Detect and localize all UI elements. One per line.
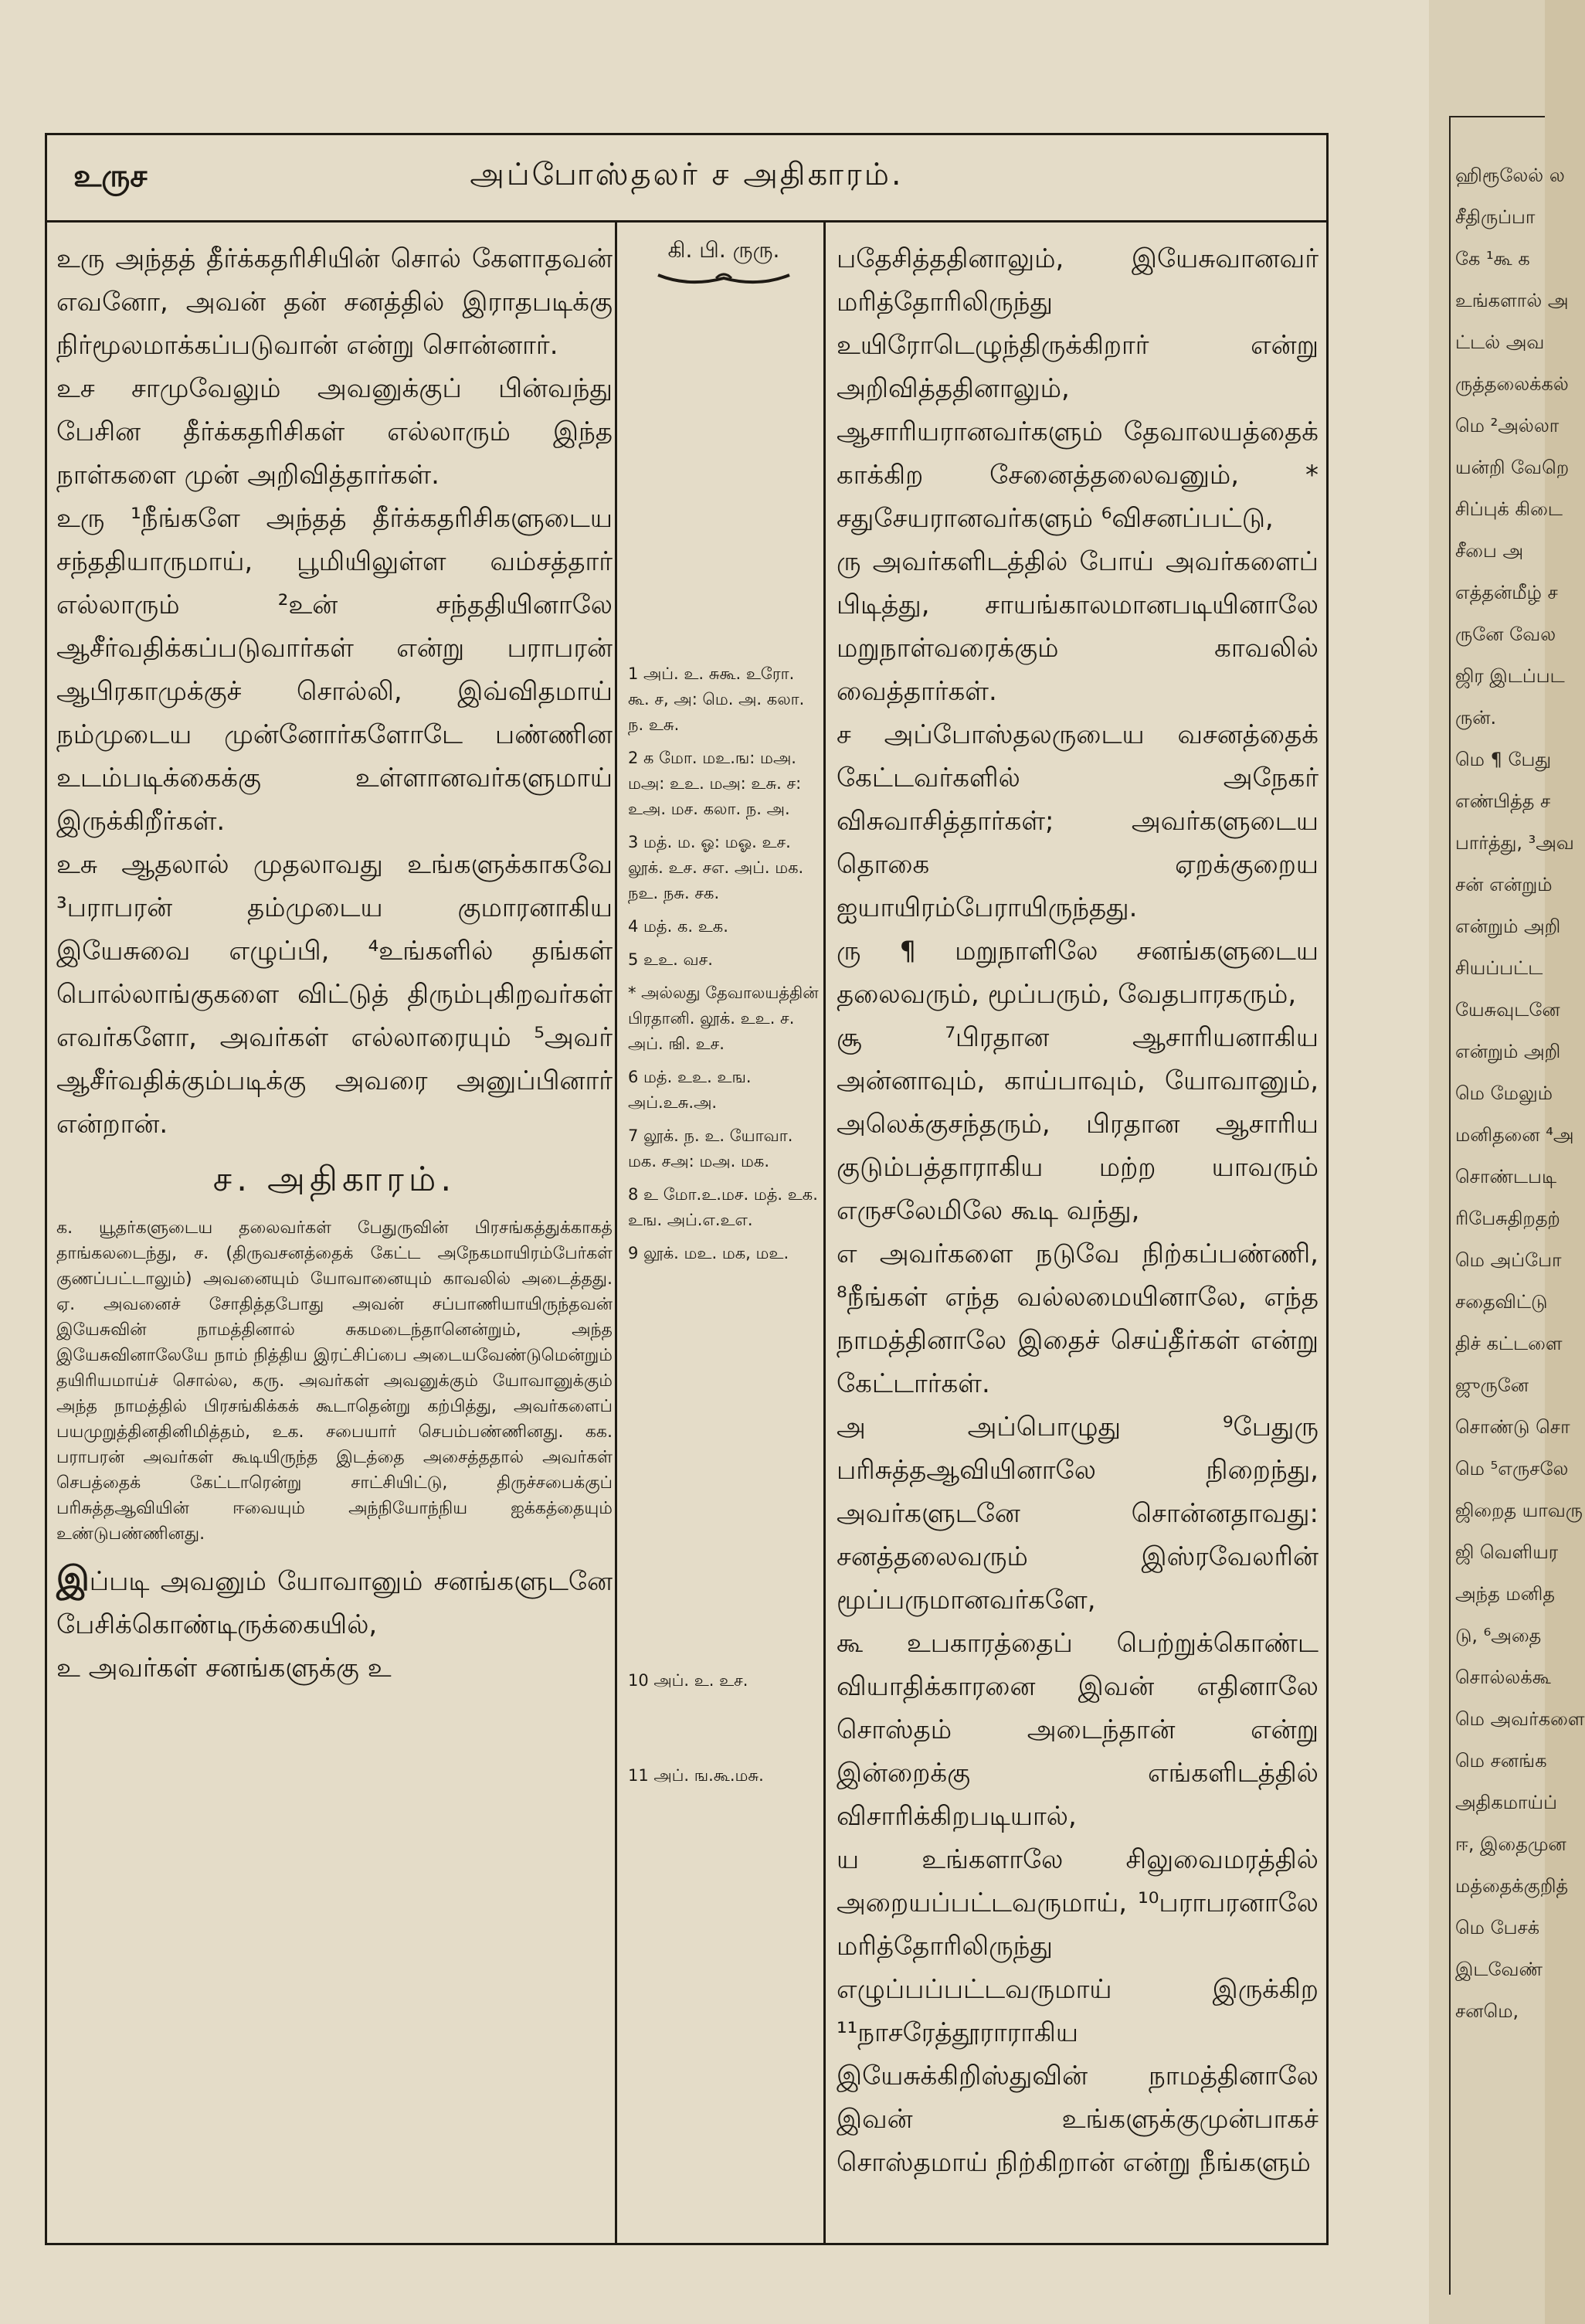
- drop-cap: இ: [56, 1559, 90, 1599]
- verse: எ அவர்களை நடுவே நிற்கப்பண்ணி, ⁸நீங்கள் எந்த வல்லமையினாலே, எந்த நாமத்தினாலே இதைச் செய்தீர்கள் என்று கேட்டார்கள்.: [837, 1238, 1319, 1399]
- verse: கூ உபகாரத்தைப் பெற்றுக்கொண்ட வியாதிக்காரனை இவன் எதினாலே சொஸ்தம் அடைந்தான் என்று இன்றைக்கு எங்களிடத்தில் விசாரிக்கிறபடியால்,: [837, 1628, 1319, 1832]
- cross-reference: 3 மத். ம. ஓ: மஓ. உச. லூக். உச. சஎ. அப். மக. நஉ. நசு. சக.: [628, 833, 804, 902]
- chapter-summary: க. யூதர்களுடைய தலைவர்கள் பேதுருவின் பிரசங்கத்துக்காகத் தாங்கலடைந்து, ச. (திருவசனத்தைக் கேட்ட அநேகமாயிரம்பேர்கள் குணப்பட்டாலும்) அவனையும் யோவானையும் காவலில் அடைத்தது. ஏ. அவனைச் சோதித்தபோது அவன் சப்பாணியாயிருந்தவன் இயேசுவின் நாமத்தினால் சுகமடைந்தானென்றும், அந்த இயேசுவினாலேயே நாம் நித்திய இரட்சிப்பை அடையவேண்டுமென்றும் தயிரியமாய்ச் சொல்ல, கரு. அவர்கள் அவனுக்கும் யோவானுக்கும் அந்த நாமத்தில் பிரசங்கிக்கக் கூடாதென்று கற்பித்து, அவர்களைப் பயமுறுத்தினதினிமித்தம், உக. சபையார் செபம்பண்ணினது. கக. பராபரன் அவர்கள் கூடியிருந்த இடத்தை அசைத்ததால் அவர்கள் செபத்தைக் கேட்டாரென்று சாட்சியிட்டு, திருச்சபைக்குப் பரிசுத்தஆவியின் ஈவையும் அந்நியோந்நிய ஐக்கத்தையும் உண்டுபண்ணினது.: [56, 1218, 613, 1544]
- cross-reference: 5 உஉ. வச.: [628, 950, 713, 969]
- column-rule-right: [823, 223, 826, 2243]
- cross-reference: 1 அப். உ. சுகூ. உரோ. கூ. ச, அ: மெ. அ. கலா. ந. உசு.: [628, 664, 805, 734]
- page-number: உருச: [73, 158, 148, 194]
- verse: ரு ¶ மறுநாளிலே சனங்களுடைய தலைவரும், மூப்பரும், வேதபாரகரும்,: [837, 936, 1319, 1010]
- adjacent-page-rule: [1449, 116, 1545, 117]
- ornament-icon: [654, 267, 793, 290]
- verse: அ அப்பொழுது ⁹பேதுரு பரிசுத்தஆவியினாலே நிறைந்து, அவர்களுடனே சொன்னதாவது: சனத்தலைவரும் இஸ்ரவேலரின் மூப்பருமானவர்களே,: [837, 1412, 1319, 1616]
- cross-reference: 11 அப். ங.கூ.மசு.: [628, 1766, 764, 1785]
- running-header: [47, 135, 1326, 223]
- cross-reference: 9 லூக். மஉ. மக, மஉ.: [628, 1244, 789, 1262]
- cross-reference: 8 உ மோ.உ.மச. மத். உக. உங. அப்.எ.உஎ.: [628, 1185, 818, 1229]
- year-heading: கி. பி. ருரு.: [667, 237, 780, 263]
- chapter-heading: ச. அதிகாரம்.: [212, 1160, 456, 1199]
- verse: ரு அவர்களிடத்தில் போய் அவர்களைப் பிடித்து, சாயங்காலமானபடியினாலே மறுநாள்வரைக்கும் காவலில் வைத்தார்கள்.: [837, 546, 1319, 707]
- left-text-column: [56, 237, 613, 2231]
- column-rule-left: [615, 223, 617, 2243]
- page-frame: [45, 133, 1329, 2245]
- verse: உ அவர்கள் சனங்களுக்கு உ: [56, 1653, 392, 1684]
- verse: உரு ¹நீங்களே அந்தத் தீர்க்கதரிசிகளுடைய சந்ததியாருமாய், பூமியிலுள்ள வம்சத்தார் எல்லாரும் ²உன் சந்ததியினாலே ஆசீர்வதிக்கப்படுவார்கள் என்று பராபரன் ஆபிரகாமுக்குச் சொல்லி, இவ்விதமாய் நம்முடைய முன்னோர்களோடே பண்ணின உடம்படிக்கைக்கு உள்ளானவர்களுமாய் இருக்கிறீர்கள்.: [56, 503, 613, 837]
- verse: பதேசித்ததினாலும், இயேசுவானவர் மரித்தோரிலிருந்து உயிரோடெழுந்திருக்கிறார் என்று அறிவித்ததினாலும், ஆசாரியரானவர்களும் தேவாலயத்தைக் காக்கிற சேனைத்தலைவனும், * சதுசேயரானவர்களும் ⁶விசனப்பட்டு,: [837, 243, 1319, 534]
- cross-reference: * அல்லது தேவாலயத்தின் பிரதானி. லூக். உஉ. ச. அப். ஙி. உச.: [628, 984, 819, 1053]
- verse: உசு ஆதலால் முதலாவது உங்களுக்காகவே ³பராபரன் தம்முடைய குமாரனாகிய இயேசுவை எழுப்பி, ⁴உங்களில் தங்கள் பொல்லாங்குகளை விட்டுத் திரும்புகிறவர்கள் எவர்களோ, அவர்கள் எல்லாரையும் ⁵அவர் ஆசீர்வதிக்கும்படிக்கு அவரை அனுப்பினார் என்றான்.: [56, 849, 613, 1140]
- verse: உச சாமுவேலும் அவனுக்குப் பின்வந்து பேசின தீர்க்கதரிசிகள் எல்லாரும் இந்த நாள்களை முன் அறிவித்தார்கள்.: [56, 373, 613, 491]
- verse: உரு அந்தத் தீர்க்கதரிசியின் சொல் கேளாதவன் எவனோ, அவன் தன் சனத்தில் இராதபடிக்கு நிர்மூலமாக்கப்படுவான் என்று சொன்னார்.: [56, 243, 613, 361]
- opening-text: ப்படி அவனும் யோவானும் சனங்களுடனே பேசிக்கொண்டிருக்கையில்,: [56, 1566, 613, 1640]
- verse: ய உங்களாலே சிலுவைமரத்தில் அறையப்பட்டவருமாய், ¹⁰பராபரனாலே மரித்தோரிலிருந்து எழுப்பப்பட்டவருமாய் இருக்கிற ¹¹நாசரேத்தூராராகிய இயேசுக்கிறிஸ்துவின் நாமத்தினாலே இவன் உங்களுக்குமுன்பாகச் சொஸ்தமாய் நிற்கிறான் என்று நீங்களும்: [837, 1844, 1319, 2178]
- adjacent-page-edge: [1429, 0, 1585, 2324]
- verse: சூ ⁷பிரதான ஆசாரியனாகிய அன்னாவும், காய்பாவும், யோவானும், அலெக்குசந்தரும், பிரதான ஆசாரிய குடும்பத்தாராகிய மற்ற யாவரும் எருசலேமிலே கூடி வந்து,: [837, 1022, 1319, 1226]
- cross-reference: 7 லூக். ந. உ. யோவா. மக. சஅ: மஅ. மக.: [628, 1126, 793, 1170]
- margin-references-column: [628, 237, 820, 2231]
- cross-reference: 6 மத். உஉ. உங. அப்.உசு.அ.: [628, 1068, 752, 1112]
- running-title: அப்போஸ்தலர் ச அதிகாரம்.: [470, 157, 904, 192]
- cross-reference: 4 மத். க. உக.: [628, 917, 728, 936]
- cross-reference: 2 க மோ. மஉ.ங: மஅ. மஅ: உஉ. மஅ: உசு. ச: உஅ. மச. கலா. ந. அ.: [628, 749, 802, 818]
- adjacent-page-frame: [1449, 116, 1451, 2295]
- adjacent-page-text: ஹிரூலேல் ல சீதிருப்பா கே ¹கூ க உங்களால் அ ட்டல் அவ ருத்தலைக்கல் மெ ²அல்லா யன்றி வேறெ சிப்புக் கிடை சீபை அ எத்தன்மீழ் ச ருனே வேல ஜிர இடப்பட ருன். மெ ¶ பேது எண்பித்த ச பார்த்து, ³அவ சன் என்றும் என்றும் அறி சியப்பட்ட யேசுவுடனே என்றும் அறி மெ மேலும் மனிதனை ⁴அ சொண்டபடி ரிபேசுதிறதற் மெ அப்போ சதைவிட்டு திச் கட்டளை ஜுருனே சொண்டு சொ மெ ⁵எருசலே ஜிறைத யாவரு ஜி வெளியர அந்த மனித டு, ⁶அதை சொல்லக்கூ மெ அவர்களை மெ சனங்க அதிகமாய்ப் ஈ, இதைமுன மத்தைக்குறித் மெ பேசக் இடவேண் சனமெ,: [1455, 165, 1585, 2022]
- cross-reference: 10 அப். உ. உச.: [628, 1671, 748, 1690]
- right-text-column: [837, 237, 1319, 2231]
- verse: ச அப்போஸ்தலருடைய வசனத்தைக் கேட்டவர்களில் அநேகர் விசுவாசித்தார்கள்; அவர்களுடைய தொகை ஏறக்குறைய ஐயாயிரம்பேராயிருந்தது.: [837, 719, 1319, 923]
- chapter-opening: [56, 1558, 613, 1646]
